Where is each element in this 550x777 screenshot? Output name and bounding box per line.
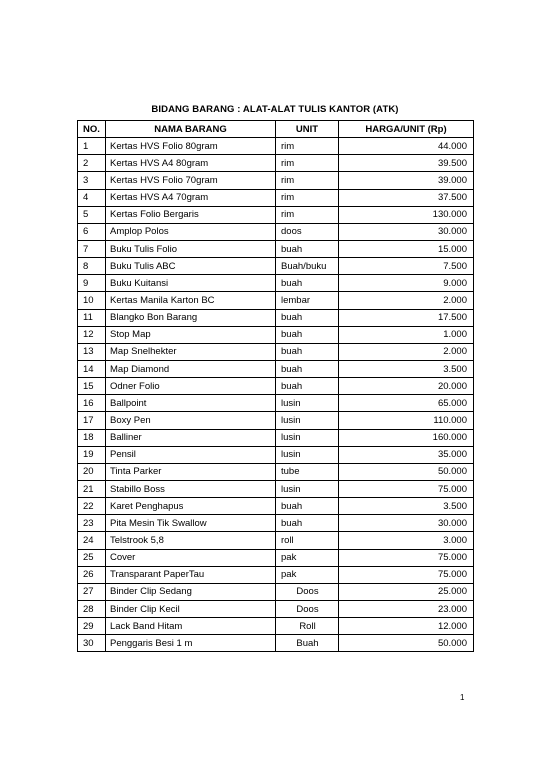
cell-no: 13	[78, 343, 106, 360]
cell-item-name: Buku Kuitansi	[106, 275, 276, 292]
cell-no: 15	[78, 378, 106, 395]
cell-price: 35.000	[339, 446, 474, 463]
cell-unit: lusin	[276, 412, 339, 429]
table-row	[78, 532, 474, 549]
table-row	[78, 429, 474, 446]
cell-no: 10	[78, 292, 106, 309]
cell-unit: buah	[276, 240, 339, 257]
cell-price: 39.000	[339, 172, 474, 189]
cell-no: 18	[78, 429, 106, 446]
cell-price: 30.000	[339, 223, 474, 240]
cell-unit: Doos	[276, 600, 339, 617]
cell-item-name: Map Diamond	[106, 360, 276, 377]
table-row	[78, 395, 474, 412]
cell-unit: lembar	[276, 292, 339, 309]
cell-unit: Roll	[276, 618, 339, 635]
cell-unit: buah	[276, 515, 339, 532]
cell-price: 2.000	[339, 343, 474, 360]
cell-item-name: Kertas HVS A4 80gram	[106, 155, 276, 172]
cell-unit: buah	[276, 343, 339, 360]
table-row	[78, 343, 474, 360]
cell-unit: lusin	[276, 446, 339, 463]
cell-item-name: Binder Clip Sedang	[106, 583, 276, 600]
cell-item-name: Kertas HVS Folio 80gram	[106, 138, 276, 155]
table-row	[78, 275, 474, 292]
cell-item-name: Penggaris Besi 1 m	[106, 635, 276, 652]
cell-item-name: Amplop Polos	[106, 223, 276, 240]
cell-item-name: Binder Clip Kecil	[106, 600, 276, 617]
cell-no: 25	[78, 549, 106, 566]
cell-price: 20.000	[339, 378, 474, 395]
cell-unit: buah	[276, 360, 339, 377]
cell-no: 16	[78, 395, 106, 412]
cell-unit: buah	[276, 378, 339, 395]
cell-item-name: Boxy Pen	[106, 412, 276, 429]
table-row	[78, 309, 474, 326]
cell-item-name: Tinta Parker	[106, 463, 276, 480]
cell-item-name: Lack Band Hitam	[106, 618, 276, 635]
cell-unit: Buah/buku	[276, 258, 339, 275]
cell-no: 28	[78, 600, 106, 617]
cell-no: 9	[78, 275, 106, 292]
cell-price: 7.500	[339, 258, 474, 275]
cell-item-name: Kertas Manila Karton BC	[106, 292, 276, 309]
cell-item-name: Blangko Bon Barang	[106, 309, 276, 326]
table-row	[78, 635, 474, 652]
cell-price: 75.000	[339, 549, 474, 566]
cell-unit: rim	[276, 155, 339, 172]
table-row	[78, 600, 474, 617]
table-row	[78, 412, 474, 429]
table-row	[78, 480, 474, 497]
cell-unit: roll	[276, 532, 339, 549]
cell-unit: rim	[276, 189, 339, 206]
cell-no: 19	[78, 446, 106, 463]
cell-price: 3.000	[339, 532, 474, 549]
document-title: BIDANG BARANG : ALAT-ALAT TULIS KANTOR (ATK)	[151, 104, 399, 115]
atk-price-table	[77, 120, 474, 652]
table-row	[78, 189, 474, 206]
cell-unit: Doos	[276, 583, 339, 600]
cell-price: 50.000	[339, 463, 474, 480]
table-row	[78, 172, 474, 189]
cell-unit: buah	[276, 275, 339, 292]
cell-no: 12	[78, 326, 106, 343]
cell-no: 22	[78, 498, 106, 515]
cell-price: 37.500	[339, 189, 474, 206]
cell-unit: pak	[276, 566, 339, 583]
table-row	[78, 618, 474, 635]
cell-no: 4	[78, 189, 106, 206]
cell-price: 25.000	[339, 583, 474, 600]
cell-item-name: Stop Map	[106, 326, 276, 343]
cell-item-name: Kertas Folio Bergaris	[106, 206, 276, 223]
cell-item-name: Pita Mesin Tik Swallow	[106, 515, 276, 532]
cell-no: 17	[78, 412, 106, 429]
cell-no: 26	[78, 566, 106, 583]
cell-unit: buah	[276, 326, 339, 343]
table-row	[78, 498, 474, 515]
cell-no: 27	[78, 583, 106, 600]
cell-unit: rim	[276, 206, 339, 223]
table-row	[78, 360, 474, 377]
cell-no: 8	[78, 258, 106, 275]
cell-price: 30.000	[339, 515, 474, 532]
header-price-per-unit: HARGA/UNIT (Rp)	[339, 121, 474, 138]
cell-item-name: Transparant PaperTau	[106, 566, 276, 583]
cell-unit: lusin	[276, 429, 339, 446]
cell-price: 1.000	[339, 326, 474, 343]
cell-item-name: Karet Penghapus	[106, 498, 276, 515]
cell-item-name: Ballpoint	[106, 395, 276, 412]
cell-item-name: Map Snelhekter	[106, 343, 276, 360]
cell-unit: rim	[276, 172, 339, 189]
cell-item-name: Buku Tulis Folio	[106, 240, 276, 257]
table-row	[78, 138, 474, 155]
page-number: 1	[460, 693, 465, 702]
cell-price: 39.500	[339, 155, 474, 172]
cell-price: 65.000	[339, 395, 474, 412]
cell-unit: tube	[276, 463, 339, 480]
cell-price: 110.000	[339, 412, 474, 429]
cell-no: 2	[78, 155, 106, 172]
cell-item-name: Kertas HVS Folio 70gram	[106, 172, 276, 189]
cell-price: 160.000	[339, 429, 474, 446]
cell-no: 6	[78, 223, 106, 240]
cell-unit: buah	[276, 309, 339, 326]
cell-no: 24	[78, 532, 106, 549]
table-body	[78, 138, 474, 652]
table-row	[78, 155, 474, 172]
cell-no: 1	[78, 138, 106, 155]
cell-price: 44.000	[339, 138, 474, 155]
cell-no: 29	[78, 618, 106, 635]
table-row	[78, 378, 474, 395]
cell-unit: buah	[276, 498, 339, 515]
cell-price: 2.000	[339, 292, 474, 309]
table-row	[78, 326, 474, 343]
cell-no: 5	[78, 206, 106, 223]
table-row	[78, 549, 474, 566]
header-item-name: NAMA BARANG	[106, 121, 276, 138]
cell-unit: lusin	[276, 395, 339, 412]
cell-unit: rim	[276, 138, 339, 155]
cell-item-name: Stabillo Boss	[106, 480, 276, 497]
cell-unit: lusin	[276, 480, 339, 497]
cell-item-name: Buku Tulis ABC	[106, 258, 276, 275]
cell-item-name: Cover	[106, 549, 276, 566]
cell-no: 20	[78, 463, 106, 480]
cell-item-name: Kertas HVS A4 70gram	[106, 189, 276, 206]
cell-no: 11	[78, 309, 106, 326]
cell-price: 15.000	[339, 240, 474, 257]
cell-price: 3.500	[339, 498, 474, 515]
cell-price: 75.000	[339, 480, 474, 497]
cell-price: 75.000	[339, 566, 474, 583]
cell-no: 7	[78, 240, 106, 257]
table-row	[78, 223, 474, 240]
cell-price: 12.000	[339, 618, 474, 635]
cell-price: 9.000	[339, 275, 474, 292]
cell-unit: pak	[276, 549, 339, 566]
cell-unit: doos	[276, 223, 339, 240]
cell-item-name: Odner Folio	[106, 378, 276, 395]
cell-no: 3	[78, 172, 106, 189]
cell-unit: Buah	[276, 635, 339, 652]
cell-no: 14	[78, 360, 106, 377]
table-row	[78, 566, 474, 583]
cell-price: 17.500	[339, 309, 474, 326]
table-row	[78, 515, 474, 532]
table-row	[78, 583, 474, 600]
table-row	[78, 206, 474, 223]
table-row	[78, 446, 474, 463]
table-row	[78, 463, 474, 480]
cell-item-name: Pensil	[106, 446, 276, 463]
table-header-row	[78, 121, 474, 138]
cell-item-name: Telstrook 5,8	[106, 532, 276, 549]
cell-price: 130.000	[339, 206, 474, 223]
header-unit: UNIT	[276, 121, 339, 138]
cell-price: 23.000	[339, 600, 474, 617]
cell-item-name: Balliner	[106, 429, 276, 446]
cell-price: 50.000	[339, 635, 474, 652]
cell-no: 21	[78, 480, 106, 497]
table-row	[78, 292, 474, 309]
cell-no: 23	[78, 515, 106, 532]
header-no: NO.	[78, 121, 106, 138]
table-row	[78, 258, 474, 275]
table-row	[78, 240, 474, 257]
cell-no: 30	[78, 635, 106, 652]
cell-price: 3.500	[339, 360, 474, 377]
